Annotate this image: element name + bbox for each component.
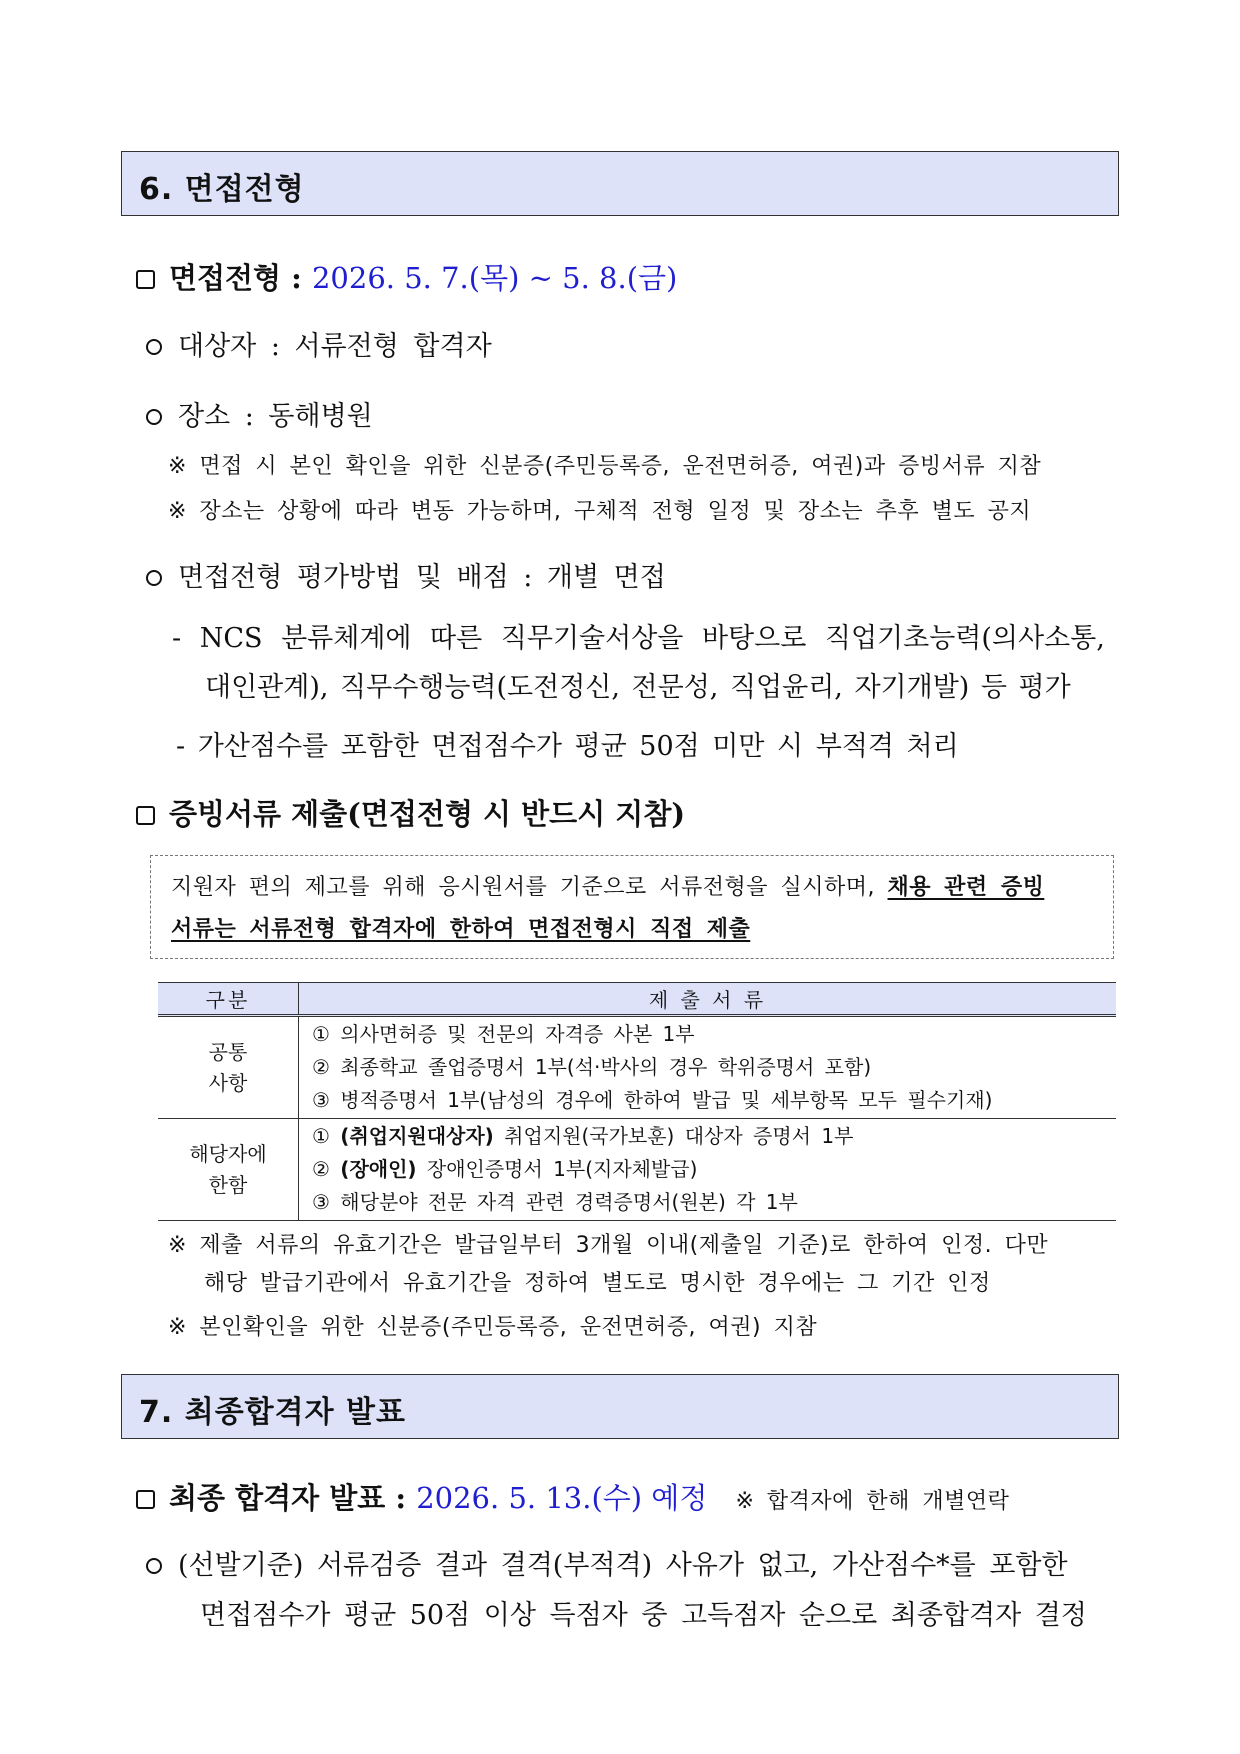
interview-heading bbox=[136, 256, 677, 297]
criteria-item-cont: 면접점수가 평균 50점 이상 득점자 중 고득점자 순으로 최종합격자 결정 bbox=[200, 1600, 1087, 1631]
location-item: 장소 : 동해병원 bbox=[146, 394, 373, 433]
footnote-id: ※ 본인확인을 위한 신분증(주민등록증, 운전면허증, 여권) 지참 bbox=[168, 1315, 818, 1340]
list-item: ② (장애인) 장애인증명서 1부(지자체발급) bbox=[312, 1157, 698, 1181]
checkbox-square-icon bbox=[136, 270, 155, 289]
category-common: 공통 사항 bbox=[158, 1016, 299, 1119]
target-item: 대상자 : 서류전형 합격자 bbox=[146, 324, 492, 363]
method-detail-2: 대인관계), 직무수행능력(도전정신, 전문성, 직업윤리, 자기개발) 등 평가 bbox=[205, 672, 1071, 703]
table-row bbox=[158, 1119, 1116, 1221]
criteria-item: (선발기준) 서류검증 결과 결격(부적격) 사유가 없고, 가산점수*를 포함한 bbox=[146, 1543, 1068, 1582]
notice-box bbox=[150, 855, 1114, 959]
section-7-header bbox=[121, 1374, 1119, 1439]
list-item: ① (취업지원대상자) 취업지원(국가보훈) 대상자 증명서 1부 bbox=[312, 1124, 854, 1148]
list-item: ③ 해당분야 전문 자격 관련 경력증명서(원본) 각 1부 bbox=[312, 1190, 798, 1214]
announce-heading: 최종 합격자 발표 : 2026. 5. 13.(수) 예정 ※ 합격자에 한해 개별연락 bbox=[136, 1476, 1009, 1517]
note-location-change: ※ 장소는 상황에 따라 변동 가능하며, 구체적 전형 일정 및 장소는 추후 별도 공지 bbox=[168, 499, 1032, 524]
list-item: ① 의사면허증 및 전문의 자격증 사본 1부 bbox=[312, 1022, 695, 1046]
list-item: ③ 병적증명서 1부(남성의 경우에 한하여 발급 및 세부항목 모두 필수기재) bbox=[312, 1088, 993, 1112]
table-header-row bbox=[158, 983, 1116, 1016]
circle-bullet-icon bbox=[146, 570, 162, 586]
docs-heading: 증빙서류 제출(면접전형 시 반드시 지참) bbox=[136, 792, 685, 833]
interview-date: 2026. 5. 7.(목) ~ 5. 8.(금) bbox=[311, 261, 678, 295]
circle-bullet-icon bbox=[146, 1558, 162, 1574]
note-id-required: ※ 면접 시 본인 확인을 위한 신분증(주민등록증, 운전면허증, 여권)과 증빙서류 지참 bbox=[168, 454, 1042, 479]
header-documents: 제 출 서 류 bbox=[299, 983, 1117, 1016]
section-title: 7. 최종합격자 발표 bbox=[139, 1395, 407, 1430]
interview-label: 면접전형 : bbox=[169, 261, 302, 295]
footnote-validity-cont: 해당 발급기관에서 유효기간을 정하여 별도로 명시한 경우에는 그 기간 인정 bbox=[204, 1271, 991, 1296]
applicable-items bbox=[299, 1119, 1117, 1221]
common-items bbox=[299, 1016, 1117, 1119]
circle-bullet-icon bbox=[146, 409, 162, 425]
section-title: 6. 면접전형 bbox=[139, 172, 305, 207]
header-category: 구분 bbox=[158, 983, 299, 1016]
table-row bbox=[158, 1016, 1116, 1119]
method-detail-1: - NCS 분류체계에 따른 직무기술서상을 바탕으로 직업기초능력(의사소통, bbox=[172, 623, 1105, 654]
checkbox-square-icon bbox=[136, 1490, 155, 1509]
category-applicable: 해당자에 한함 bbox=[158, 1119, 299, 1221]
method-detail-3: - 가산점수를 포함한 면접점수가 평균 50점 미만 시 부적격 처리 bbox=[176, 731, 959, 762]
documents-table bbox=[158, 982, 1116, 1221]
list-item: ② 최종학교 졸업증명서 1부(석·박사의 경우 학위증명서 포함) bbox=[312, 1055, 872, 1079]
announce-date: 2026. 5. 13.(수) 예정 bbox=[416, 1481, 708, 1515]
circle-bullet-icon bbox=[146, 339, 162, 355]
section-6-header bbox=[121, 151, 1119, 216]
notice-line-1: 지원자 편의 제고를 위해 응시원서를 기준으로 서류전형을 실시하며, 채용 관련 증빙 bbox=[171, 875, 1045, 900]
method-item: 면접전형 평가방법 및 배점 : 개별 면접 bbox=[146, 555, 666, 594]
footnote-validity: ※ 제출 서류의 유효기간은 발급일부터 3개월 이내(제출일 기준)로 한하여 인정. 다만 bbox=[168, 1233, 1049, 1258]
checkbox-square-icon bbox=[136, 806, 155, 825]
announce-note: ※ 합격자에 한해 개별연락 bbox=[735, 1489, 1010, 1514]
notice-line-2: 서류는 서류전형 합격자에 한하여 면접전형시 직접 제출 bbox=[171, 917, 751, 942]
